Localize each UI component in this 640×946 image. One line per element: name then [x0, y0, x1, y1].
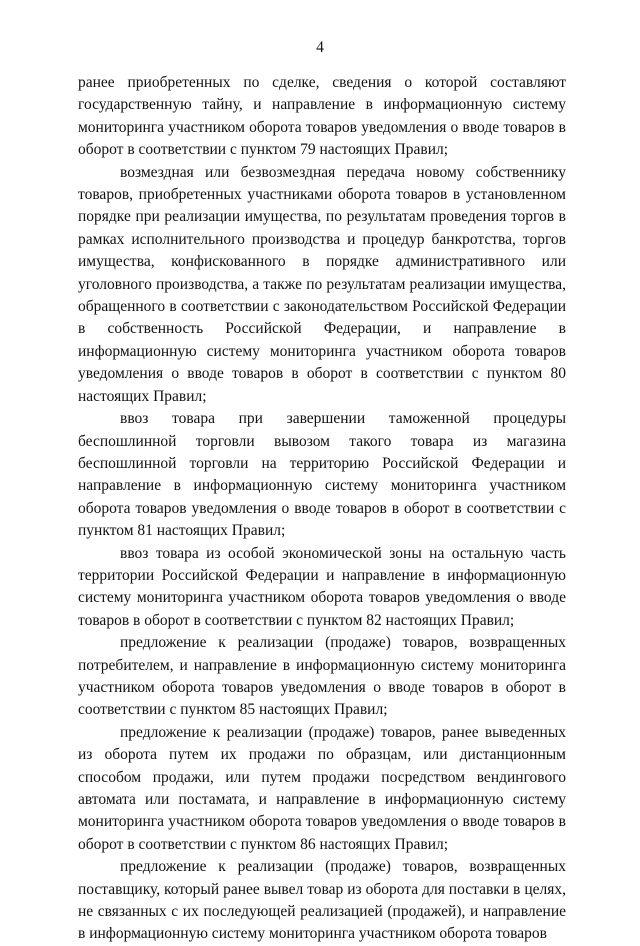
paragraph-remote-sales-returns: предложение к реализации (продаже) товаров, ранее выведенных из оборота путем их продажи по образцам, или дистанционным способом продажи, или путем продажи посредством вендингового автомата или постамата, и направление в информационную систему мониторинга участником оборота товаров уведомления о вводе товаров в оборот в соответствии с пунктом 86 настоящих Правил;	[78, 723, 566, 853]
paragraph-special-economic-zone: ввоз товара из особой экономической зоны на остальную часть территории Российской Федерации и направление в информационную систему мониторинга участником оборота товаров уведомления о вводе товаров в оборот в соответствии с пунктом 82 настоящих Правил;	[78, 544, 566, 629]
paragraph-supplier-returns: предложение к реализации (продаже) товаров, возвращенных поставщику, который ранее вывел товар из оборота для поставки в целях, не связанных с их последующей реализацией (продажей), и направление в информационную систему мониторинга участником оборота товаров	[78, 858, 566, 943]
document-body	[78, 72, 566, 946]
paragraph-duty-free-import: ввоз товара при завершении таможенной процедуры беспошлинной торговли вывозом такого товара из магазина беспошлинной торговли на территорию Российской Федерации и направление в информационную систему мониторинга участником оборота товаров уведомления о вводе товаров в оборот в соответствии с пунктом 81 настоящих Правил;	[78, 410, 566, 540]
paragraph-transfer-new-owner: возмездная или безвозмездная передача новому собственнику товаров, приобретенных участниками оборота товаров в установленном порядке при реализации имущества, по результатам проведения торгов в рамках исполнительного производства и процедур банкротства, торгов имущества, конфискованного в порядке административного или уголовного производства, а также по результатам реализации имущества, обращенного в соответствии с законодательством Российской Федерации в собственность Российской Федерации, и направление в информационную систему мониторинга участником оборота товаров уведомления о вводе товаров в оборот в соответствии с пунктом 80 настоящих Правил;	[78, 163, 566, 405]
paragraph-consumer-returns: предложение к реализации (продаже) товаров, возвращенных потребителем, и направление в информационную систему мониторинга участником оборота товаров уведомления о вводе товаров в оборот в соответствии с пунктом 85 настоящих Правил;	[78, 634, 566, 719]
paragraph-continuation: ранее приобретенных по сделке, сведения о которой составляют государственную тайну, и направление в информационную систему мониторинга участником оборота товаров уведомления о вводе товаров в оборот в соответствии с пунктом 79 настоящих Правил;	[78, 74, 566, 159]
page-number: 4	[316, 39, 324, 56]
